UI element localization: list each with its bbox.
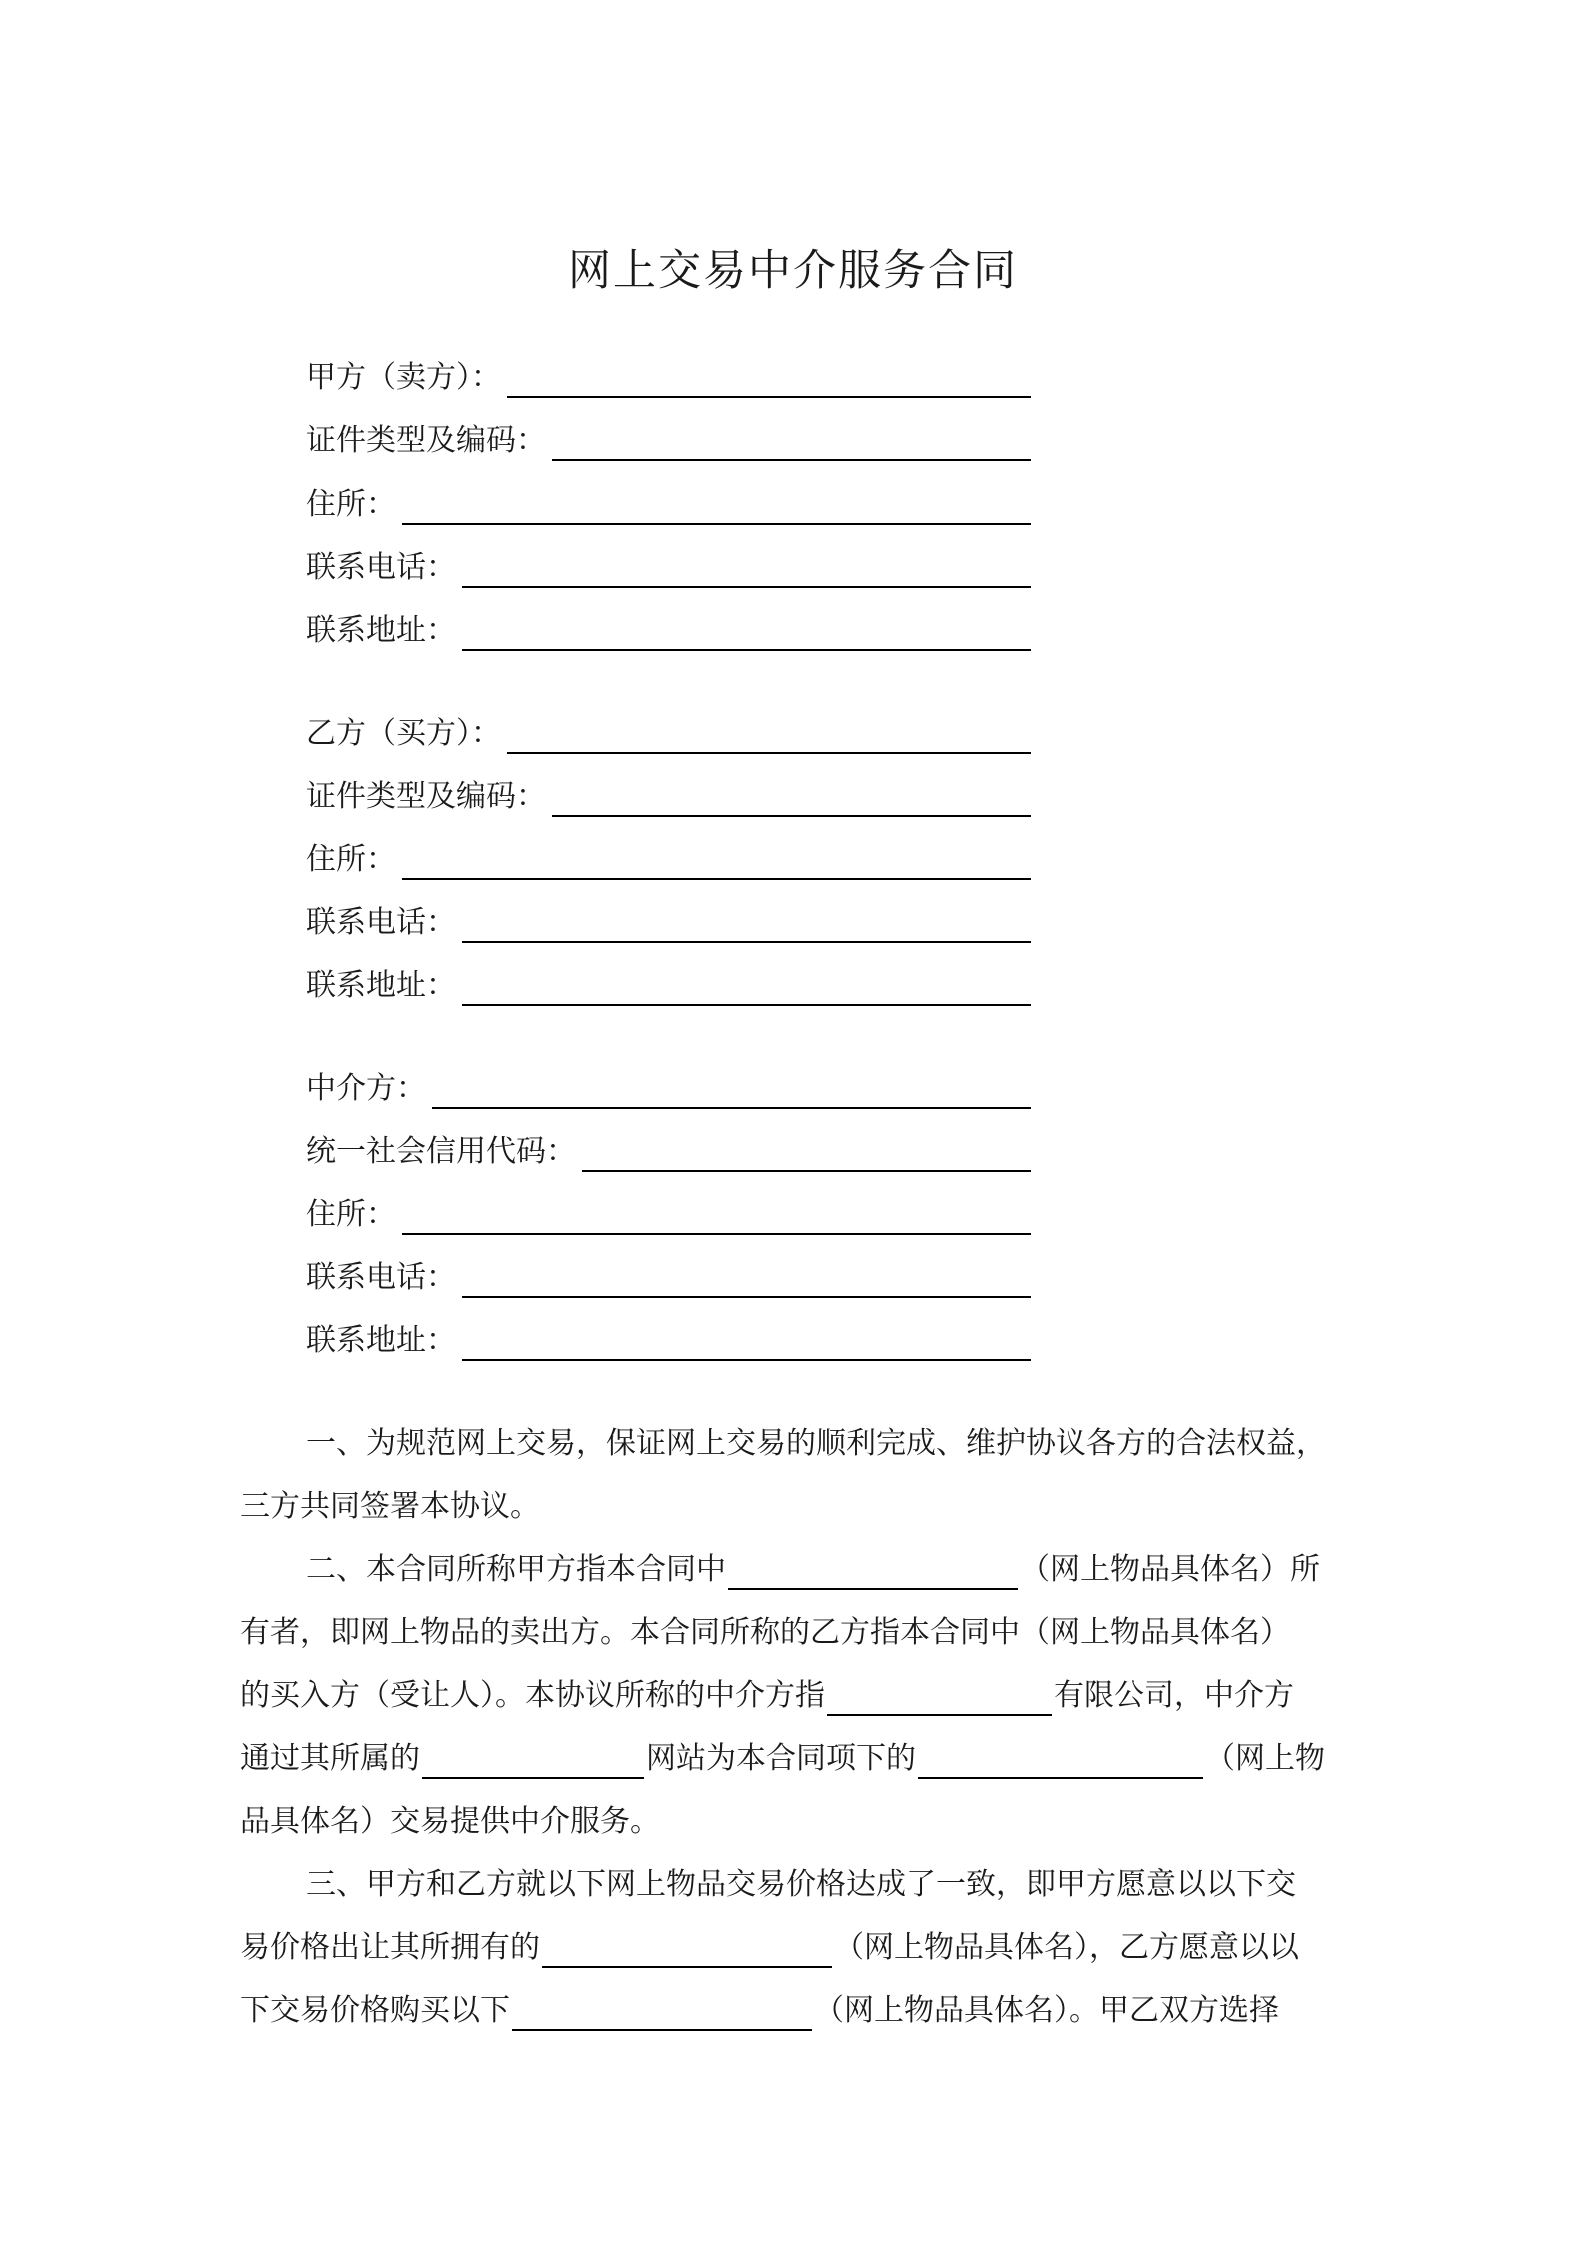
clause-2-line-2: 有者，即网上物品的卖出方。本合同所称的乙方指本合同中（网上物品具体名） xyxy=(240,1615,1290,1650)
party-a-contact-address-label: 联系地址： xyxy=(306,613,456,648)
party-a-address-field xyxy=(306,483,1031,525)
intermediary-credit-code-label: 统一社会信用代码： xyxy=(306,1134,576,1169)
clause-2-line-1-text-a: 二、本合同所称甲方指本合同中 xyxy=(306,1552,726,1587)
company-name-blank[interactable] xyxy=(827,1680,1052,1716)
party-a-name-blank[interactable] xyxy=(507,358,1031,398)
clause-2-line-3-text-a: 的买入方（受让人）。本协议所称的中介方指 xyxy=(240,1678,825,1713)
intermediary-contact-address-blank[interactable] xyxy=(462,1321,1031,1361)
clause-3-line-3 xyxy=(240,1991,1360,2031)
clause-3-line-2 xyxy=(240,1928,1360,1968)
item-name-blank-2[interactable] xyxy=(918,1743,1203,1779)
party-a-contact-address-blank[interactable] xyxy=(462,611,1031,651)
party-b-contact-address-field xyxy=(306,964,1031,1006)
party-a-phone-field xyxy=(306,546,1031,588)
intermediary-phone-blank[interactable] xyxy=(462,1258,1031,1298)
clause-3-line-2-text-a: 易价格出让其所拥有的 xyxy=(240,1930,540,1965)
party-b-id-label: 证件类型及编码： xyxy=(306,779,546,814)
party-a-id-field xyxy=(306,419,1031,461)
clause-2-line-4-text-c: （网上物 xyxy=(1205,1741,1325,1776)
party-b-contact-address-blank[interactable] xyxy=(462,966,1031,1006)
intermediary-contact-address-label: 联系地址： xyxy=(306,1323,456,1358)
document-title: 网上交易中介服务合同 xyxy=(568,246,1018,296)
party-a-id-label: 证件类型及编码： xyxy=(306,423,546,458)
party-a-address-label: 住所： xyxy=(306,487,396,522)
clause-1-line-2: 三方共同签署本协议。 xyxy=(240,1489,540,1524)
clause-2-line-3 xyxy=(240,1676,1360,1716)
party-a-contact-address-field xyxy=(306,609,1031,651)
intermediary-credit-code-blank[interactable] xyxy=(582,1132,1031,1172)
party-b-address-field xyxy=(306,838,1031,880)
intermediary-contact-address-field xyxy=(306,1319,1031,1361)
clause-3-line-3-text-a: 下交易价格购买以下 xyxy=(240,1993,510,2028)
intermediary-credit-code-field xyxy=(306,1130,1031,1172)
intermediary-name-label: 中介方： xyxy=(306,1071,426,1106)
clause-2-line-3-text-b: 有限公司，中介方 xyxy=(1054,1678,1294,1713)
party-a-name-field xyxy=(306,356,1031,398)
intermediary-address-blank[interactable] xyxy=(402,1195,1031,1235)
intermediary-phone-field xyxy=(306,1256,1031,1298)
clause-3-line-2-text-b: （网上物品具体名），乙方愿意以以 xyxy=(834,1930,1299,1965)
party-b-name-field xyxy=(306,712,1031,754)
party-b-contact-address-label: 联系地址： xyxy=(306,968,456,1003)
party-a-id-blank[interactable] xyxy=(552,421,1031,461)
clause-2-line-4-text-b: 网站为本合同项下的 xyxy=(646,1741,916,1776)
clause-2-line-1 xyxy=(306,1550,1426,1590)
party-a-name-label: 甲方（卖方）： xyxy=(306,360,501,395)
clause-3-line-3-text-b: （网上物品具体名）。甲乙双方选择 xyxy=(814,1993,1279,2028)
intermediary-address-field xyxy=(306,1193,1031,1235)
clause-1-line-1: 一、为规范网上交易，保证网上交易的顺利完成、维护协议各方的合法权益， xyxy=(306,1426,1326,1461)
clause-2-line-1-text-b: （网上物品具体名）所 xyxy=(1020,1552,1320,1587)
party-a-phone-blank[interactable] xyxy=(462,548,1031,588)
party-a-address-blank[interactable] xyxy=(402,485,1031,525)
item-name-blank-4[interactable] xyxy=(512,1995,812,2031)
intermediary-phone-label: 联系电话： xyxy=(306,1260,456,1295)
party-b-name-blank[interactable] xyxy=(507,714,1031,754)
clause-2-line-4 xyxy=(240,1739,1360,1779)
party-b-phone-label: 联系电话： xyxy=(306,905,456,940)
party-b-address-blank[interactable] xyxy=(402,840,1031,880)
intermediary-address-label: 住所： xyxy=(306,1197,396,1232)
item-name-blank-3[interactable] xyxy=(542,1932,832,1968)
party-b-phone-field xyxy=(306,901,1031,943)
party-a-phone-label: 联系电话： xyxy=(306,550,456,585)
party-b-address-label: 住所： xyxy=(306,842,396,877)
clause-3-line-1: 三、甲方和乙方就以下网上物品交易价格达成了一致，即甲方愿意以以下交 xyxy=(306,1867,1296,1902)
item-name-blank-1[interactable] xyxy=(728,1554,1018,1590)
clause-2-line-5: 品具体名）交易提供中介服务。 xyxy=(240,1804,660,1839)
party-b-name-label: 乙方（买方）： xyxy=(306,716,501,751)
intermediary-name-field xyxy=(306,1067,1031,1109)
party-b-phone-blank[interactable] xyxy=(462,903,1031,943)
party-b-id-field xyxy=(306,775,1031,817)
website-name-blank[interactable] xyxy=(422,1743,644,1779)
clause-2-line-4-text-a: 通过其所属的 xyxy=(240,1741,420,1776)
party-b-id-blank[interactable] xyxy=(552,777,1031,817)
intermediary-name-blank[interactable] xyxy=(432,1069,1031,1109)
